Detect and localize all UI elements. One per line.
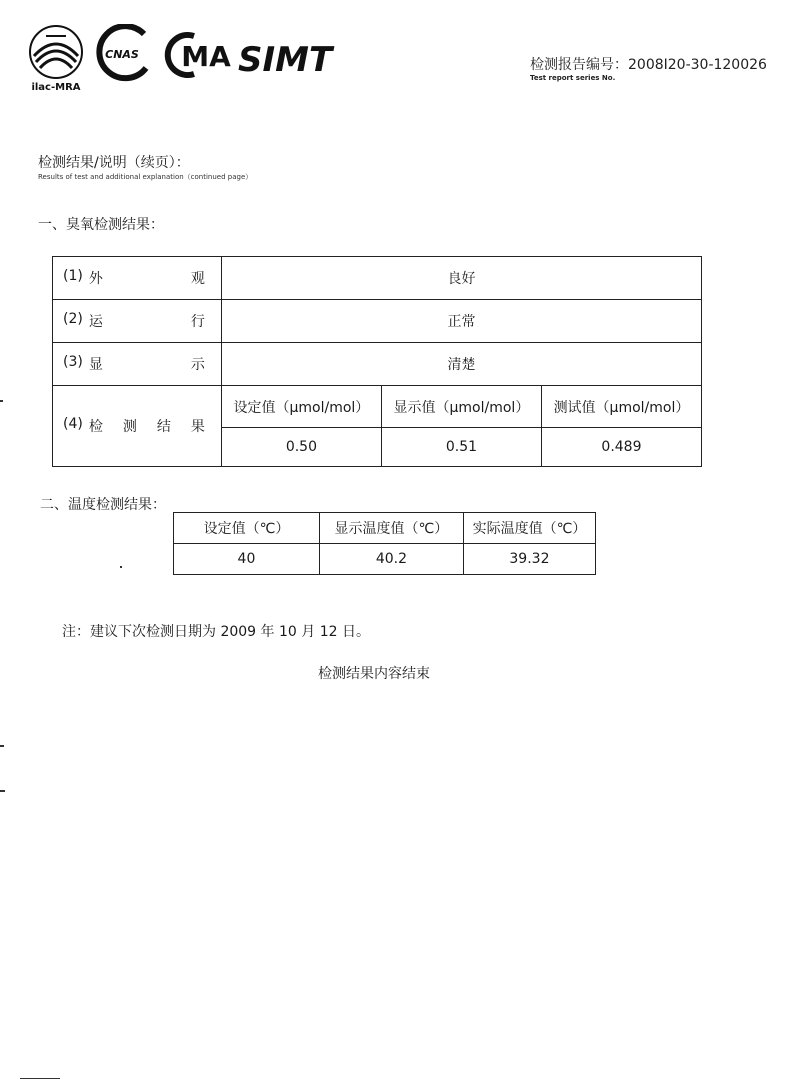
column-header: 显示值（μmol/mol） [381, 386, 541, 428]
scan-mark [240, 118, 241, 126]
table-cell: 39.32 [463, 544, 595, 575]
row-label: (4) 检 测 结 果 [53, 386, 222, 467]
row-label: (2) 运 行 [53, 300, 222, 343]
table-cell: 0.489 [541, 428, 701, 467]
report-number-value: 2008I20-30-120026 [628, 57, 767, 73]
report-number [530, 54, 767, 74]
table-row [53, 343, 702, 386]
scan-speck [0, 790, 5, 792]
table-header-row [174, 513, 596, 544]
table-cell: 0.51 [381, 428, 541, 467]
section-title: 检测结果/说明（续页）： [38, 155, 190, 171]
row-label: (3) 显 示 [53, 343, 222, 386]
row-number: (4) [63, 416, 83, 432]
end-of-results: 检测结果内容结束 [318, 666, 430, 682]
row-value: 清楚 [221, 343, 701, 386]
row-number: (1) [63, 268, 83, 284]
row-label: (1) 外 观 [53, 257, 222, 300]
ozone-table [52, 256, 702, 467]
scan-speck [120, 566, 122, 568]
table-cell: 40 [174, 544, 320, 575]
table-row [174, 544, 596, 575]
column-header: 设定值（μmol/mol） [221, 386, 381, 428]
table-cell: 40.2 [319, 544, 463, 575]
cnas-text: CNAS [105, 48, 139, 61]
scan-speck [20, 1078, 60, 1079]
temperature-table [173, 512, 596, 575]
row-number: (2) [63, 311, 83, 327]
section-title-en: Results of test and additional explanation（continued page） [38, 173, 253, 181]
row-value: 良好 [221, 257, 701, 300]
column-header: 设定值（℃） [174, 513, 320, 544]
next-inspection-note: 注：建议下次检测日期为 2009 年 10 月 12 日。 [62, 624, 370, 640]
cma-logo [160, 32, 232, 78]
ilac-mra-logo [24, 22, 88, 94]
table-row [53, 300, 702, 343]
row-value: 正常 [221, 300, 701, 343]
column-header: 显示温度值（℃） [319, 513, 463, 544]
report-number-en: Test report series No. [530, 74, 616, 82]
simt-logo: SIMT [238, 40, 333, 80]
table-cell: 0.50 [221, 428, 381, 467]
table-header-row [53, 386, 702, 428]
scan-speck [0, 745, 4, 747]
ozone-heading: 一、臭氧检测结果： [38, 217, 164, 233]
column-header: 实际温度值（℃） [463, 513, 595, 544]
cnas-logo [92, 24, 154, 82]
report-number-label: 检测报告编号： [530, 57, 628, 73]
ilac-mra-text: ilac-MRA [31, 82, 81, 93]
temperature-heading: 二、温度检测结果： [40, 497, 166, 513]
row-number: (3) [63, 354, 83, 370]
cma-text: MA [181, 40, 231, 73]
scan-speck [0, 400, 3, 402]
column-header: 测试值（μmol/mol） [541, 386, 701, 428]
table-row [53, 257, 702, 300]
